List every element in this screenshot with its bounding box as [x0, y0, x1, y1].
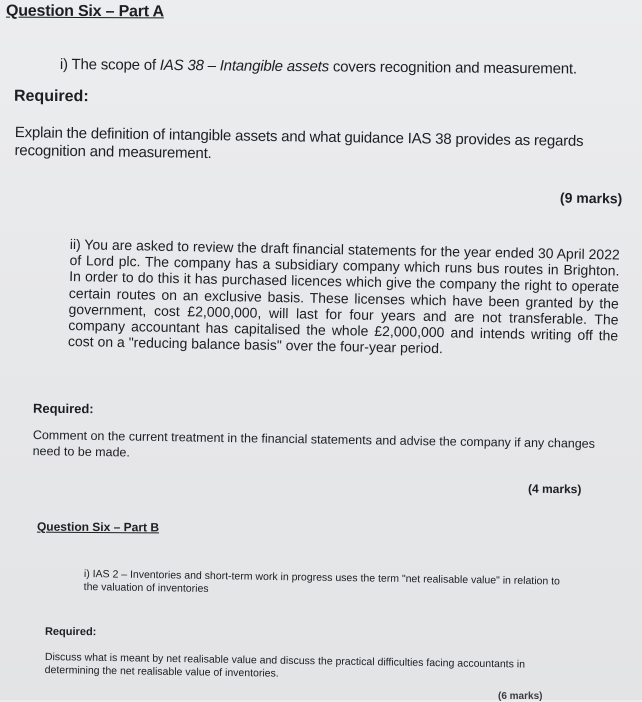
part-a-q2-task: Comment on the current treatment in the financial statements and advise the company if any changes need to be made. [32, 428, 596, 460]
part-a-q1-task: Explain the definition of intangible assets and what guidance IAS 38 provides as regards recognition and measurement. [14, 124, 584, 163]
part-a-title: Question Six – Part A [5, 2, 164, 21]
part-a-q2-marks: (4 marks) [527, 481, 582, 497]
part-a-q1-marks: (9 marks) [559, 189, 623, 207]
part-a-q2-required-label: Required: [32, 400, 94, 417]
part-b-q1-marks: (6 marks) [498, 691, 543, 702]
part-a-required-label: Required: [13, 87, 89, 106]
q1-suffix: covers recognition and measurement. [328, 58, 577, 78]
part-a-question-1 [60, 56, 577, 78]
part-b-question-1: i) IAS 2 – Inventories and short-term work in progress uses the term "net realisable value" in relation to the valuation of inventories [83, 568, 561, 595]
q1-standard-name: IAS 38 – Intangible assets [159, 56, 330, 76]
part-b-q1-task: Discuss what is meant by net realisable value and discuss the practical difficulties facing accountants in determining the net realisable value of inventories. [44, 651, 526, 680]
part-a-question-2: ii) You are asked to review the draft financial statements for the year ended 30 April 2022 of Lord plc. The company has a subsidiary company which runs bus routes in Brighton. In order to do this it has purchased licences which give the company the right to operate certain routes on an exclusive basis. These licenses which have been granted by the government, cost £2,000,000, will last for four years and are not transferable. The company accountant has capitalised the whole £2,000,000 and intends writing off the cost on a "reducing balance basis" over the four-year period. [67, 236, 620, 357]
q1-prefix: i) The scope of [59, 56, 160, 74]
part-b-required-label: Required: [44, 625, 97, 639]
part-b-title: Question Six – Part B [36, 519, 160, 535]
